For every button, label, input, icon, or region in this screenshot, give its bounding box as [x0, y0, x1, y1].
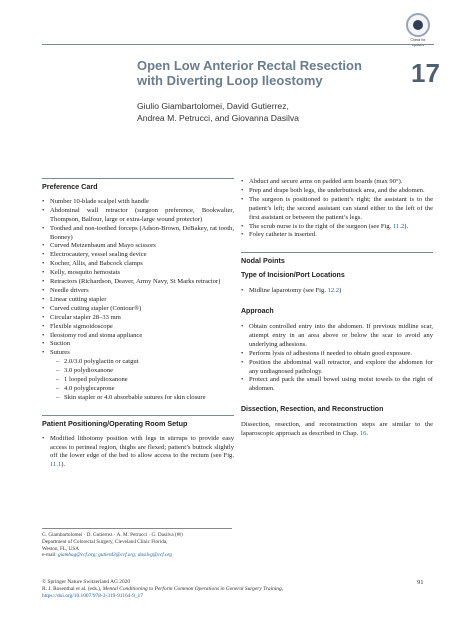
footnote-names: G. Giambartolomei · D. Gutierrez · A. M. Petrucci · G. Dasilva (✉) — [42, 532, 183, 538]
list-item: • Flexible sigmoidoscope — [42, 323, 234, 332]
positioning-heading: Patient Positioning/Operating Room Setup — [42, 415, 234, 429]
author-list — [137, 101, 387, 124]
chapter-title-line2: with Diverting Loop Ileostomy — [137, 73, 323, 88]
crossmark-icon — [406, 13, 430, 37]
dissection-paragraph — [241, 421, 433, 439]
list-item: • Obtain controlled entry into the abdomen. If previous midline scar, attempt entry in an area above or below the scar to avoid any underlying adhesions. — [241, 323, 433, 350]
scrub-text-end: ). — [404, 222, 409, 230]
footnote-email-line — [42, 552, 282, 559]
list-item: • Toothed and non-toothed forceps (Adson-Brown, DeBakey, rat tooth, Bonney) — [42, 225, 234, 243]
citation-plain: R. J. Rosenthal et al. (eds.), — [42, 586, 103, 592]
citation — [42, 586, 434, 593]
publication-info — [42, 579, 434, 600]
list-item: • Electrocautery, vessel sealing device — [42, 251, 234, 260]
author-affiliation — [42, 532, 282, 559]
approach-list — [241, 323, 433, 394]
scrub-text: The scrub nurse is to the right of the surgeon (see Fig. — [249, 222, 393, 230]
preference-card-heading: Preference Card — [42, 178, 234, 192]
email-addresses[interactable]: giambag@ccf.org; gutierd3@ccf.org; dasilvg@ccf.org — [58, 552, 172, 559]
list-item: – 1 looped polydioxanone — [56, 376, 234, 385]
sutures-list — [56, 358, 234, 403]
list-item — [42, 435, 234, 471]
chapter-divider — [42, 44, 434, 45]
incision-list — [241, 287, 433, 296]
list-item: – Skin stapler or 4.0 absorbable sutures for skin closure — [56, 394, 234, 403]
list-item: • Abduct and secure arms on padded arm boards (max 90°). — [241, 178, 433, 187]
footnote-city: Weston, FL, USA — [42, 545, 80, 552]
list-item: • Circular stapler 28–33 mm — [42, 314, 234, 323]
list-item: • Perform lysis of adhesions if needed to obtain good exposure. — [241, 350, 433, 359]
sutures-label: Sutures — [50, 349, 70, 357]
chapter-title-line1: Open Low Anterior Rectal Resection — [137, 58, 362, 73]
list-item: • Curved cutting stapler (Contour®) — [42, 305, 234, 314]
approach-heading: Approach — [241, 308, 274, 316]
badge-line1: Check for — [410, 38, 426, 42]
citation-end: , — [281, 586, 284, 592]
nodal-points-heading: Nodal Points — [241, 252, 433, 266]
list-item — [241, 223, 433, 232]
list-item: – 4.0 polyglecaprone — [56, 385, 234, 394]
list-item: – 3.0 polydioxanone — [56, 367, 234, 376]
left-column — [42, 178, 234, 470]
list-item: • Suction — [42, 340, 234, 349]
dissection-text-end: . — [366, 430, 369, 438]
positioning-list-right — [241, 178, 433, 240]
list-item: • Curved Metzenbaum and Mayo scissors — [42, 242, 234, 251]
list-item — [241, 287, 433, 296]
authors-line2: Andrea M. Petrucci, and Giovanna Dasilva — [137, 112, 299, 123]
figure-link[interactable]: 11.1 — [50, 461, 62, 469]
list-item: – 2.0/3.0 polyglactin or catgut — [56, 358, 234, 367]
positioning-text-end: ). — [61, 461, 66, 469]
preference-card-list — [42, 198, 234, 403]
list-item: • Position the abdominal wall retractor, and explore the abdomen for any undiagnosed pathology. — [241, 359, 433, 377]
list-item: • Foley catheter is inserted. — [241, 231, 433, 240]
footnote-dept: Department of Colorectal Surgery, Cleveland Clinic Florida, — [42, 538, 168, 545]
chapter-number: 17 — [411, 58, 440, 88]
list-item: • Ileostomy rod and stoma appliance — [42, 332, 234, 341]
book-title: Mental Conditioning to Perform Common Operations in General Surgery Training — [102, 586, 282, 592]
copyright: © Springer Nature Switzerland AG 2020 — [42, 579, 131, 585]
list-item: • Number 10-blade scalpel with handle — [42, 198, 234, 207]
list-item: • Abdominal wall retractor (surgeon preference, Bookwalter, Thompson, Balfour, large or extra-large wound protector) — [42, 207, 234, 225]
chapter-title — [137, 58, 397, 88]
list-item: • Kelly, mosquito hemostats — [42, 269, 234, 278]
chapter-link[interactable]: 16 — [359, 430, 367, 438]
list-item: • Prep and drape both legs, the underbuttock area, and the abdomen. — [241, 187, 433, 196]
list-item: • The surgeon is positioned to patient’s right; the assistant is to the patient’s left; the second assistant can stand either to the left of the first assistant or between the patient’s legs. — [241, 196, 433, 223]
authors-line1: Giulio Giambartolomei, David Gutierrez, — [137, 101, 289, 111]
figure-link[interactable]: 12.2 — [327, 287, 340, 295]
dissection-heading: Dissection, Resection, and Reconstruction — [241, 406, 384, 414]
check-for-updates-badge[interactable] — [402, 13, 434, 47]
right-column — [241, 178, 433, 439]
positioning-list-left — [42, 435, 234, 471]
incision-heading: Type of Incision/Port Locations — [241, 272, 345, 280]
list-item: • Retractors (Richardson, Deaver, Army Navy, St Marks retractor) — [42, 278, 234, 287]
list-item: • Protect and pack the small bowel using moist towels to the right of abdomen. — [241, 376, 433, 394]
incision-text-end: ) — [339, 287, 342, 295]
dissection-text: Dissection, resection, and reconstruction steps are similar to the laparoscopic approach as described in Chap. — [241, 421, 433, 438]
list-item: • Linear cutting stapler — [42, 296, 234, 305]
list-item: • Kocher, Allis, and Babcock clamps — [42, 260, 234, 269]
positioning-text: Modified lithotomy position with legs in stirrups to provide easy access to perineal region, thighs are flexed; patient’s buttock slightly off the lower edge of the bed to allow access to the rectum (see Fig. — [50, 434, 234, 460]
page-number: 91 — [417, 579, 424, 586]
doi-link[interactable]: https://doi.org/10.1007/978-3-319-91164-9_17 — [42, 593, 143, 599]
figure-link[interactable]: 11.2 — [393, 222, 405, 230]
list-item — [42, 349, 234, 402]
email-label: e-mail: — [42, 552, 58, 559]
list-item: • Needle drivers — [42, 287, 234, 296]
incision-text: Midline laparotomy (see Fig. — [249, 287, 328, 295]
badge-line2: updates — [411, 43, 425, 47]
footnote-divider — [42, 528, 232, 529]
